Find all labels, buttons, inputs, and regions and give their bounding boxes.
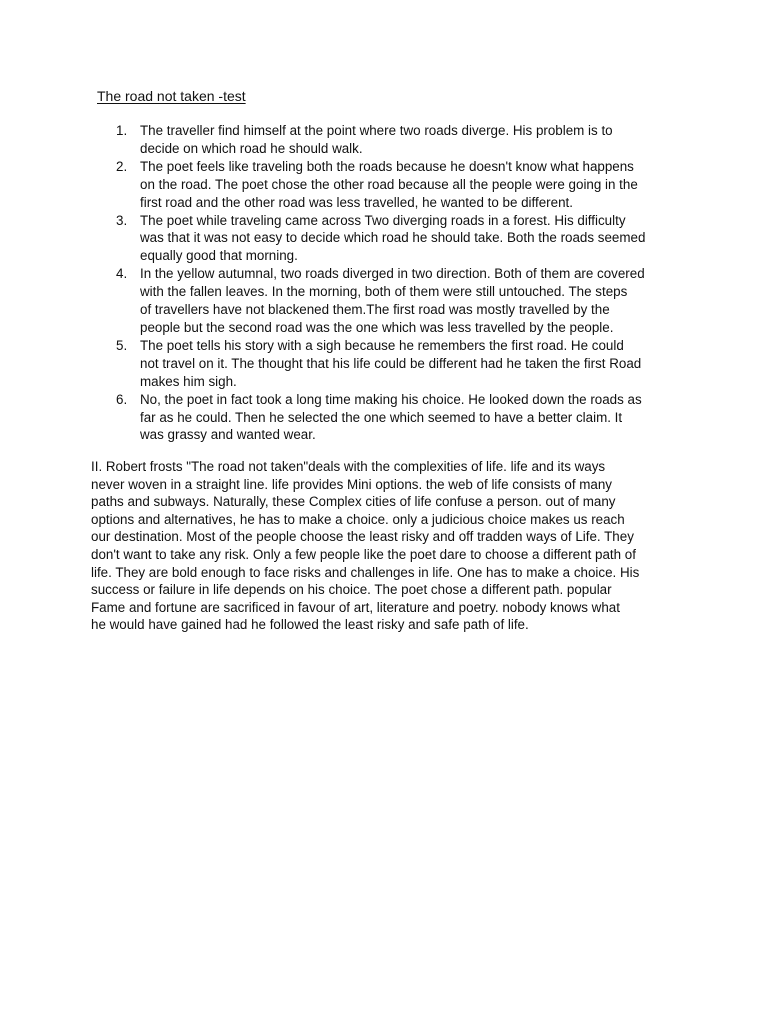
answer-item-2: [106, 158, 686, 212]
answer-line: makes him sigh.: [140, 373, 237, 389]
answer-item-4: [106, 265, 686, 337]
answer-number: 6.: [116, 391, 128, 407]
answer-line: In the yellow autumnal, two roads diverged in two direction. Both of them are covered: [140, 266, 645, 282]
answer-line: of travellers have not blackened them.The first road was mostly travelled by the: [140, 302, 610, 318]
answer-list: [106, 122, 686, 444]
essay-line: our destination. Most of the people choose the least risky and off tradden ways of Life. They: [91, 529, 634, 545]
answer-line: people but the second road was the one which was less travelled by the people.: [140, 319, 614, 335]
answer-line: The poet tells his story with a sigh because he remembers the first road. He could: [140, 337, 624, 353]
essay-line: life. They are bold enough to face risks and challenges in life. One has to make a choice. His: [91, 564, 640, 580]
answer-number: 1.: [116, 123, 128, 138]
answer-line: on the road. The poet chose the other road because all the people were going in the: [140, 176, 638, 192]
essay-line: options and alternatives, he has to make a choice. only a judicious choice makes us reach: [91, 511, 625, 527]
answer-line: not travel on it. The thought that his life could be different had he taken the first Road: [140, 355, 642, 371]
answer-number: 2.: [116, 158, 128, 174]
answer-item-3: [106, 212, 686, 266]
answer-number: 4.: [116, 266, 128, 282]
answer-item-1: [106, 122, 686, 158]
essay-line: II. Robert frosts "The road not taken"deals with the complexities of life. life and its ways: [91, 459, 606, 474]
answer-line: The poet feels like traveling both the roads because he doesn't know what happens: [140, 158, 634, 174]
answer-line: first road and the other road was less travelled, he wanted to be different.: [140, 194, 573, 210]
essay-line: never woven in a straight line. life provides Mini options. the web of life consists of many: [91, 476, 613, 492]
document-title: The road not taken -test: [97, 88, 246, 104]
answer-line: was grassy and wanted wear.: [140, 427, 316, 443]
essay-paragraph: [91, 458, 691, 634]
answer-item-6: [106, 391, 686, 445]
answer-number: 5.: [116, 337, 128, 353]
essay-line: paths and subways. Naturally, these Complex cities of life confuse a person. out of many: [91, 494, 616, 510]
answer-number: 3.: [116, 212, 128, 228]
answer-line: far as he could. Then he selected the one which seemed to have a better claim. It: [140, 409, 623, 425]
answer-line: The traveller find himself at the point where two roads diverge. His problem is to: [140, 123, 613, 138]
answer-line: equally good that morning.: [140, 248, 298, 264]
essay-line: success or failure in life depends on his choice. The poet chose a different path. popular: [91, 582, 612, 598]
essay-line: he would have gained had he followed the least risky and safe path of life.: [91, 617, 529, 633]
answer-line: No, the poet in fact took a long time making his choice. He looked down the roads as: [140, 391, 642, 407]
answer-line: was that it was not easy to decide which road he should take. Both the roads seemed: [140, 230, 646, 246]
answer-line: The poet while traveling came across Two diverging roads in a forest. His difficulty: [140, 212, 626, 228]
essay-line: don't want to take any risk. Only a few people like the poet dare to choose a different path of: [91, 546, 636, 562]
answer-item-5: [106, 337, 686, 391]
answer-line: decide on which road he should walk.: [140, 140, 363, 156]
essay-line: Fame and fortune are sacrificed in favour of art, literature and poetry. nobody knows what: [91, 599, 620, 615]
answer-line: with the fallen leaves. In the morning, both of them were still untouched. The steps: [140, 284, 628, 300]
